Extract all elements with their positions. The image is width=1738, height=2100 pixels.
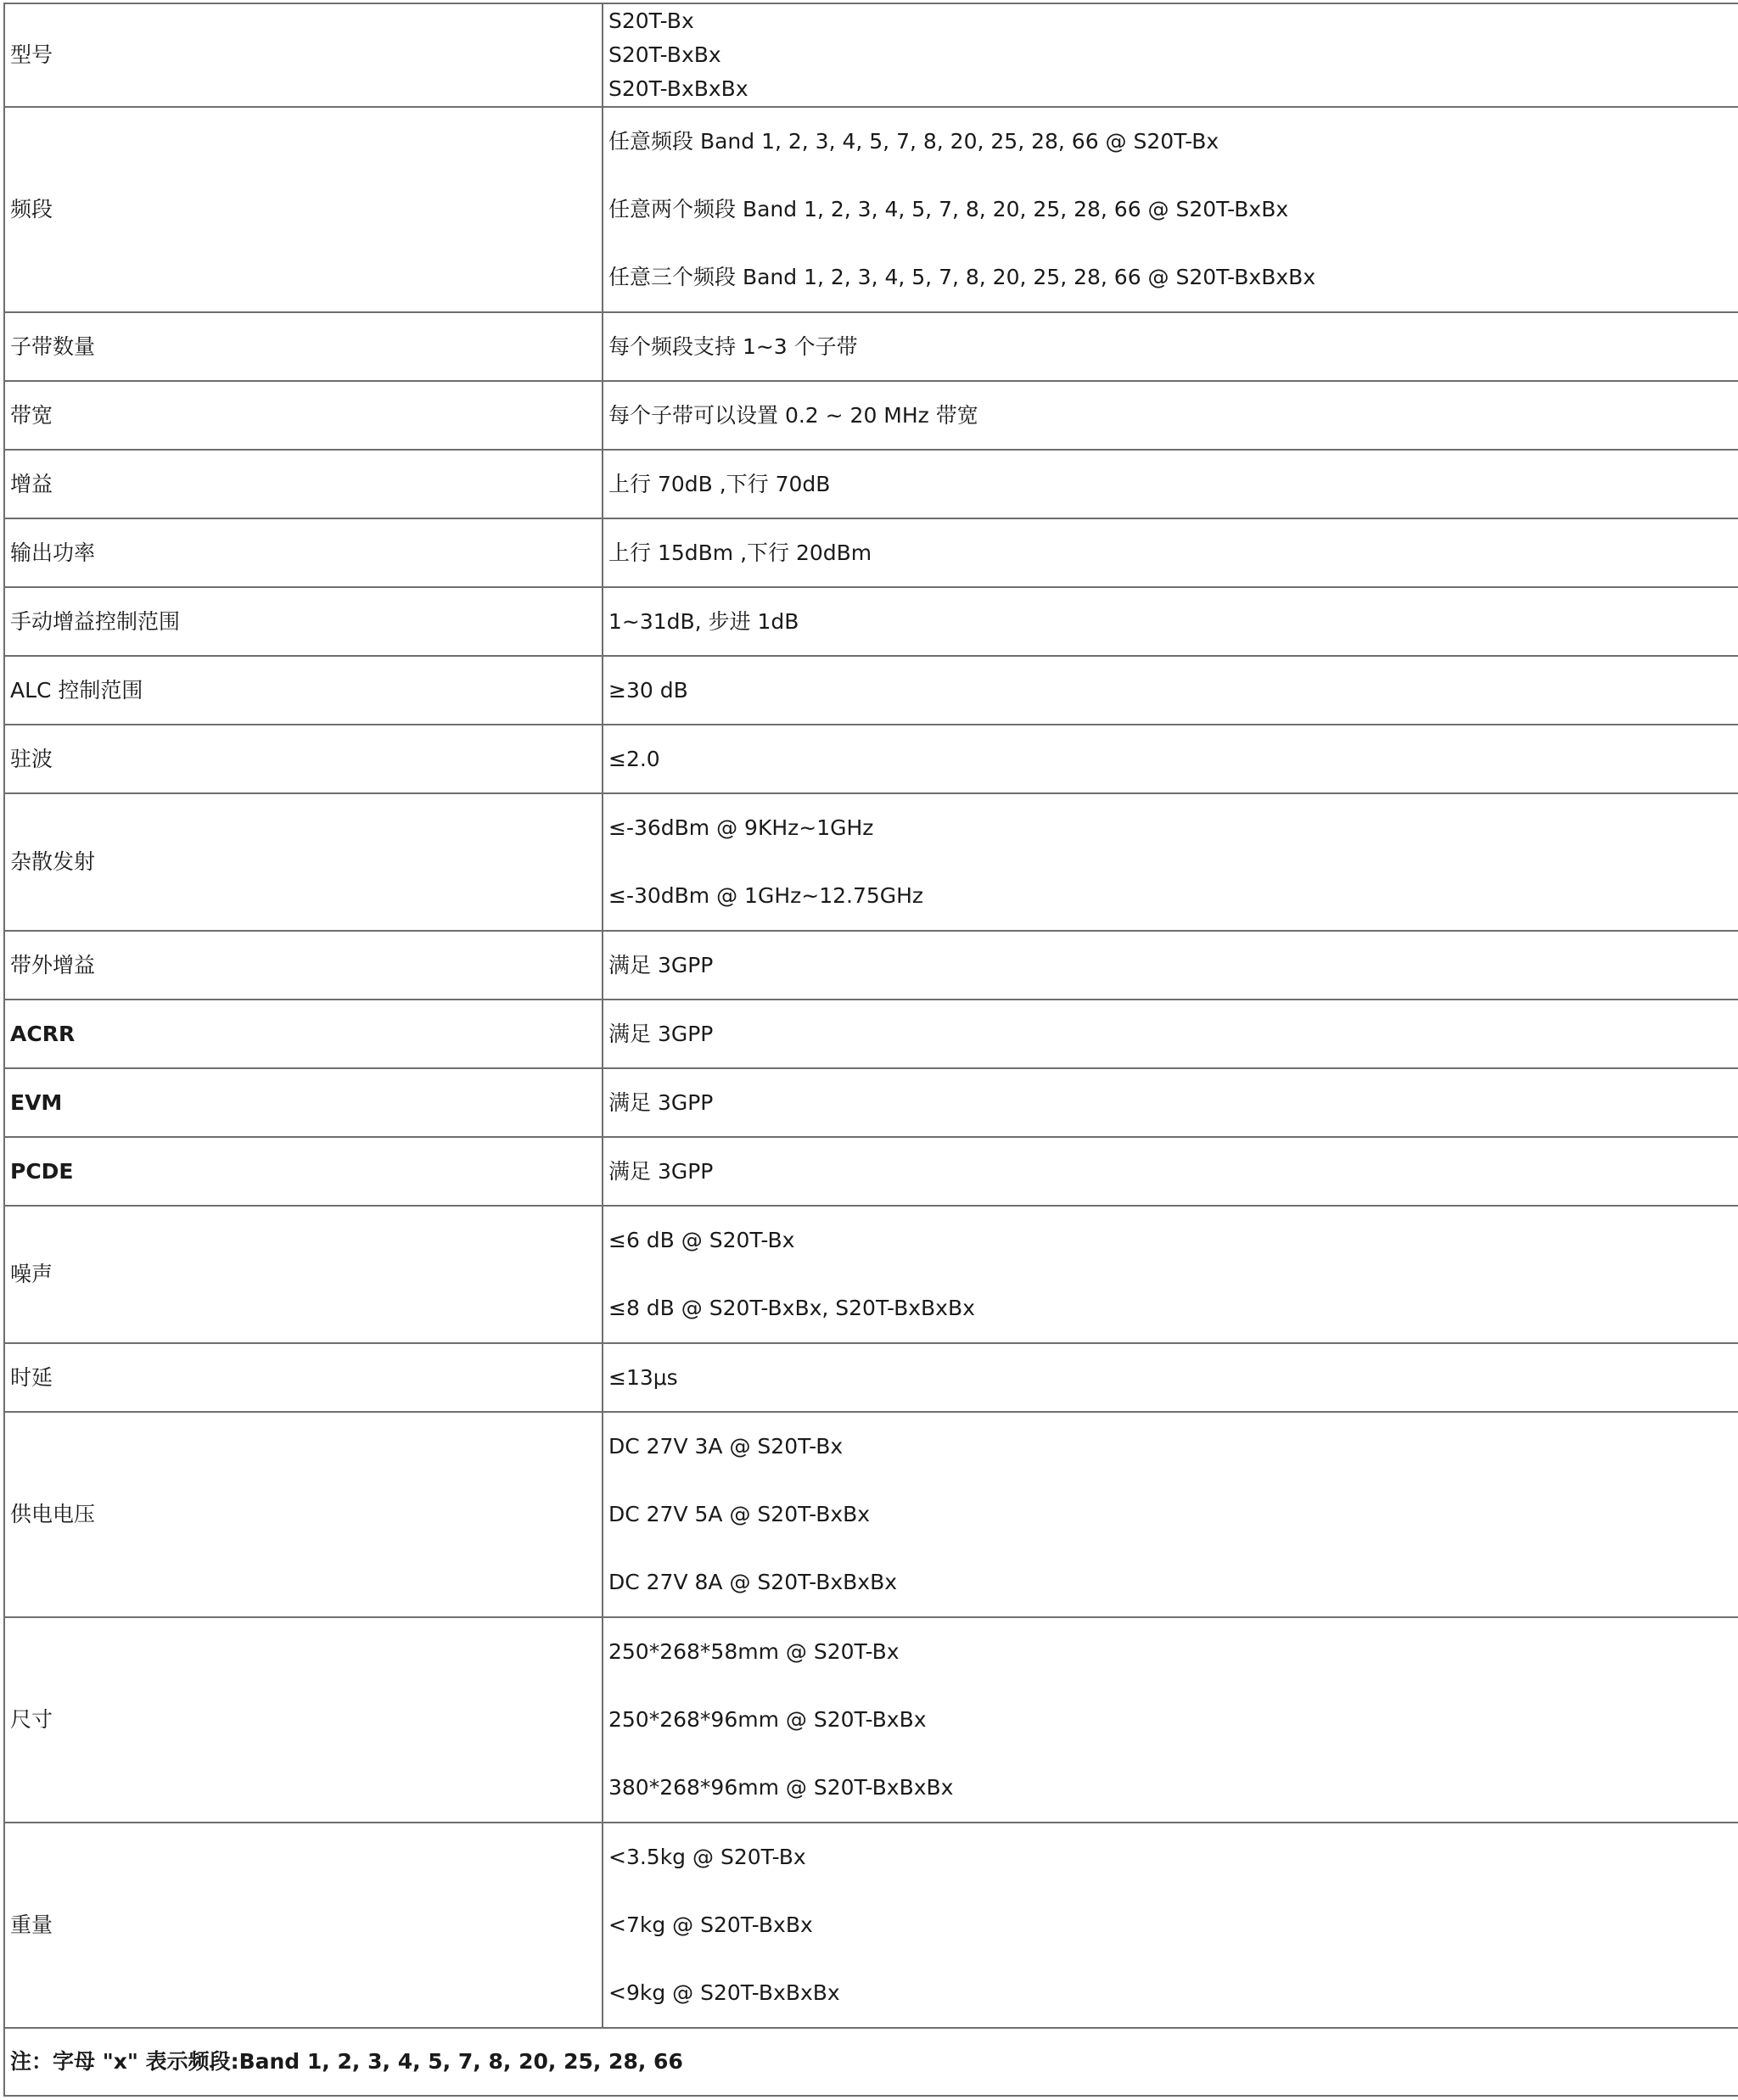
- table-row: [4, 1617, 1738, 1823]
- row-value: [603, 1412, 1738, 1617]
- row-label: ACRR: [4, 1000, 603, 1068]
- row-label: 频段: [4, 107, 603, 312]
- row-value: [603, 3, 1738, 107]
- value-line: 250*268*96mm @ S20T-BxBx: [608, 1707, 927, 1732]
- table-row: [4, 725, 1738, 793]
- value-line: 满足 3GPP: [608, 1089, 714, 1115]
- value-line: ≤-30dBm @ 1GHz~12.75GHz: [608, 883, 924, 908]
- value-line: 每个子带可以设置 0.2 ~ 20 MHz 带宽: [608, 402, 978, 428]
- value-line: 每个频段支持 1~3 个子带: [608, 333, 858, 359]
- table-row: [4, 656, 1738, 725]
- row-value: [603, 793, 1738, 931]
- row-label: 增益: [4, 450, 603, 518]
- value-line: S20T-BxBxBx: [608, 76, 748, 101]
- row-label: 尺寸: [4, 1617, 603, 1823]
- value-line: ≤2.0: [608, 746, 660, 771]
- table-row: [4, 793, 1738, 931]
- row-label: 供电电压: [4, 1412, 603, 1617]
- row-value: [603, 518, 1738, 587]
- table-row: [4, 1823, 1738, 2028]
- row-label: 手动增益控制范围: [4, 587, 603, 656]
- row-label: 型号: [4, 3, 603, 107]
- table-row: [4, 381, 1738, 450]
- value-line: ≤-36dBm @ 9KHz~1GHz: [608, 815, 874, 840]
- row-label: 杂散发射: [4, 793, 603, 931]
- value-line: <7kg @ S20T-BxBx: [608, 1912, 813, 1937]
- row-label: 子带数量: [4, 312, 603, 381]
- value-line: S20T-BxBx: [608, 42, 721, 67]
- value-line: 满足 3GPP: [608, 1021, 714, 1046]
- row-value: [603, 1068, 1738, 1137]
- note-row: [4, 2028, 1738, 2096]
- value-line: ≤13μs: [608, 1364, 678, 1390]
- table-row: [4, 1000, 1738, 1068]
- value-line: 1~31dB, 步进 1dB: [608, 608, 799, 634]
- row-value: [603, 725, 1738, 793]
- table-row: [4, 1206, 1738, 1343]
- value-line: ≤6 dB @ S20T-Bx: [608, 1228, 795, 1252]
- table-row: [4, 931, 1738, 1000]
- value-line: ≤8 dB @ S20T-BxBx, S20T-BxBxBx: [608, 1296, 975, 1320]
- row-label: EVM: [4, 1068, 603, 1137]
- table-row: [4, 587, 1738, 656]
- value-line: 上行 70dB ,下行 70dB: [608, 471, 831, 496]
- row-label: 噪声: [4, 1206, 603, 1343]
- value-line: S20T-Bx: [608, 8, 694, 33]
- row-label: 输出功率: [4, 518, 603, 587]
- value-line: 上行 15dBm ,下行 20dBm: [608, 540, 872, 565]
- table-row: [4, 107, 1738, 312]
- value-line: 满足 3GPP: [608, 952, 714, 977]
- table-row: [4, 1412, 1738, 1617]
- value-line: ≥30 dB: [608, 677, 688, 703]
- table-row: [4, 3, 1738, 107]
- row-value: [603, 1617, 1738, 1823]
- value-line: 250*268*58mm @ S20T-Bx: [608, 1639, 900, 1664]
- value-line: <3.5kg @ S20T-Bx: [608, 1845, 806, 1869]
- row-value: [603, 587, 1738, 656]
- row-label: 驻波: [4, 725, 603, 793]
- value-line: 满足 3GPP: [608, 1158, 714, 1184]
- row-value: [603, 1206, 1738, 1343]
- value-line: DC 27V 8A @ S20T-BxBxBx: [608, 1570, 898, 1594]
- row-value: [603, 450, 1738, 518]
- row-label: 时延: [4, 1343, 603, 1412]
- table-row: [4, 1137, 1738, 1206]
- row-value: [603, 312, 1738, 381]
- row-value: [603, 656, 1738, 725]
- spec-table: [3, 3, 1738, 2097]
- value-line: 任意频段 Band 1, 2, 3, 4, 5, 7, 8, 20, 25, 28, 66 @ S20T-Bx: [608, 129, 1219, 154]
- row-value: [603, 1000, 1738, 1068]
- row-label: 带外增益: [4, 931, 603, 1000]
- row-label: 重量: [4, 1823, 603, 2028]
- row-value: [603, 1823, 1738, 2028]
- table-row: [4, 1343, 1738, 1412]
- value-line: 任意三个频段 Band 1, 2, 3, 4, 5, 7, 8, 20, 25, 28, 66 @ S20T-BxBxBx: [608, 265, 1316, 289]
- row-value: [603, 1137, 1738, 1206]
- value-line: <9kg @ S20T-BxBxBx: [608, 1980, 840, 2005]
- row-value: [603, 381, 1738, 450]
- table-row: [4, 1068, 1738, 1137]
- row-value: [603, 107, 1738, 312]
- value-line: DC 27V 3A @ S20T-Bx: [608, 1434, 844, 1459]
- value-line: 任意两个频段 Band 1, 2, 3, 4, 5, 7, 8, 20, 25, 28, 66 @ S20T-BxBx: [608, 197, 1289, 221]
- row-value: [603, 931, 1738, 1000]
- footnote: 注：字母 "x" 表示频段:Band 1, 2, 3, 4, 5, 7, 8, 20, 25, 28, 66: [4, 2028, 1738, 2096]
- table-row: [4, 518, 1738, 587]
- value-line: DC 27V 5A @ S20T-BxBx: [608, 1502, 871, 1526]
- table-row: [4, 312, 1738, 381]
- row-value: [603, 1343, 1738, 1412]
- table-row: [4, 450, 1738, 518]
- row-label: 带宽: [4, 381, 603, 450]
- value-line: 380*268*96mm @ S20T-BxBxBx: [608, 1775, 954, 1800]
- row-label: PCDE: [4, 1137, 603, 1206]
- row-label: ALC 控制范围: [4, 656, 603, 725]
